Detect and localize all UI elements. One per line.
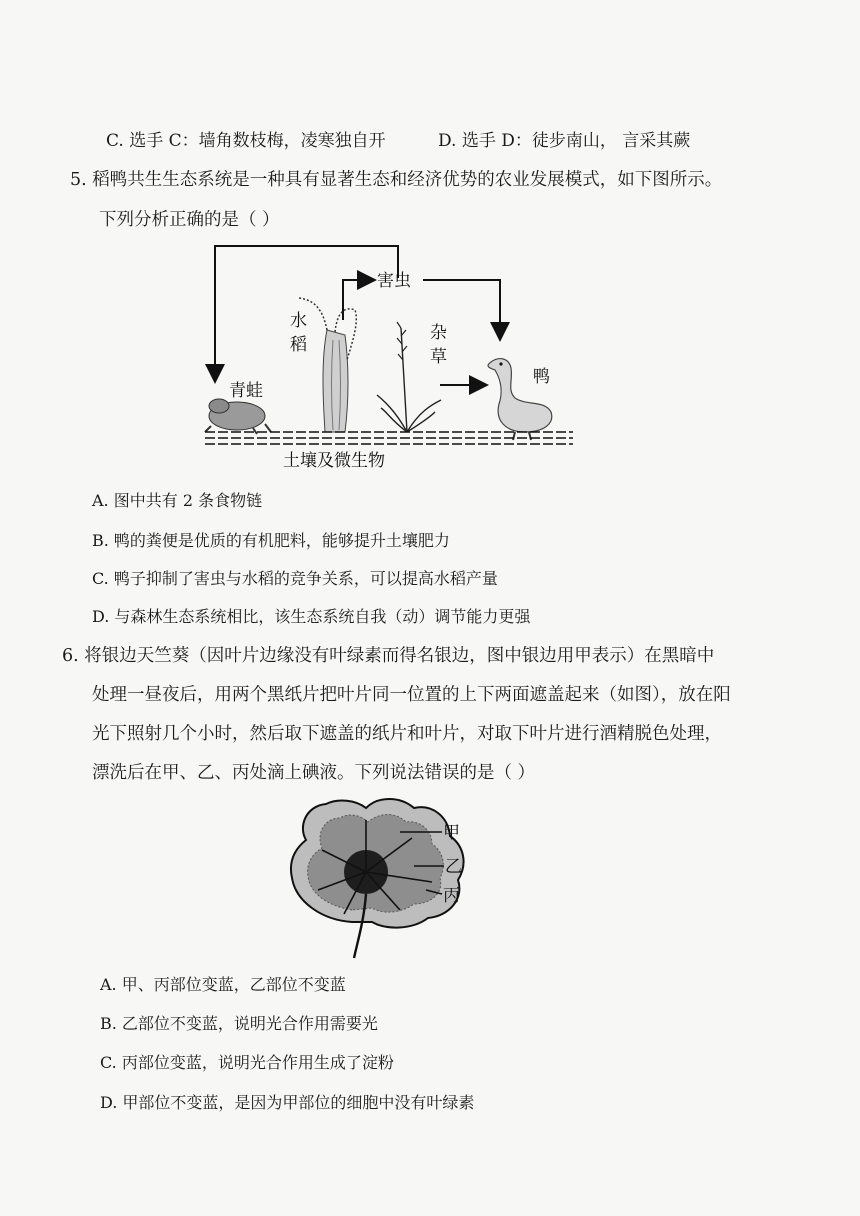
q5-option-b: B. 鸭的粪便是优质的有机肥料，能够提升土壤肥力 bbox=[92, 531, 450, 550]
label-pest: 害虫 bbox=[377, 271, 411, 291]
q6-stem-line1: 6. 将银边天竺葵（因叶片边缘没有叶绿素而得名银边，图中银边用甲表示）在黑暗中 bbox=[62, 646, 715, 666]
label-soil: 土壤及微生物 bbox=[283, 451, 385, 471]
label-rice-1: 水 bbox=[290, 311, 307, 331]
arrow-rice-to-pest bbox=[343, 280, 373, 320]
label-rice-2: 稻 bbox=[290, 335, 307, 355]
label-yi: 乙 bbox=[445, 857, 462, 877]
q6-stem-line2: 处理一昼夜后，用两个黑纸片把叶片同一位置的上下两面遮盖起来（如图），放在阳 bbox=[92, 685, 731, 705]
label-weed-1: 杂 bbox=[430, 323, 447, 343]
q4-option-c: C. 选手 C：墙角数枝梅，凌寒独自开 bbox=[106, 131, 386, 151]
label-frog: 青蛙 bbox=[229, 381, 263, 401]
q4-option-d: D. 选手 D：徒步南山， 言采其蕨 bbox=[438, 131, 691, 151]
q5-stem-line2: 下列分析正确的是（ ） bbox=[99, 210, 280, 230]
q5-option-a: A. 图中共有 2 条食物链 bbox=[92, 491, 263, 510]
label-jia: 甲 bbox=[443, 823, 460, 843]
label-duck: 鸭 bbox=[533, 367, 550, 387]
q6-leaf-diagram bbox=[282, 790, 482, 960]
q6-option-a: A. 甲、丙部位变蓝，乙部位不变蓝 bbox=[100, 975, 346, 994]
q6-option-b: B. 乙部位不变蓝，说明光合作用需要光 bbox=[100, 1014, 378, 1033]
q6-option-c: C. 丙部位变蓝，说明光合作用生成了淀粉 bbox=[100, 1053, 394, 1072]
q5-option-c: C. 鸭子抑制了害虫与水稻的竞争关系，可以提高水稻产量 bbox=[92, 569, 498, 588]
q5-option-d: D. 与森林生态系统相比，该生态系统自我（动）调节能力更强 bbox=[92, 607, 531, 626]
q5-stem-line1: 5. 稻鸭共生生态系统是一种具有显著生态和经济优势的农业发展模式，如下图所示。 bbox=[70, 170, 723, 190]
rice-plant-illustration bbox=[299, 298, 356, 432]
frog-illustration bbox=[205, 399, 271, 434]
q5-food-web-diagram bbox=[195, 240, 585, 472]
q6-option-d: D. 甲部位不变蓝，是因为甲部位的细胞中没有叶绿素 bbox=[100, 1093, 475, 1112]
q6-stem-line3: 光下照射几个小时，然后取下遮盖的纸片和叶片，对取下叶片进行酒精脱色处理， bbox=[92, 724, 722, 744]
label-weed-2: 草 bbox=[430, 347, 447, 367]
q6-stem-line4: 漂洗后在甲、乙、丙处滴上碘液。下列说法错误的是（ ） bbox=[92, 763, 536, 783]
label-bing: 丙 bbox=[443, 886, 460, 906]
